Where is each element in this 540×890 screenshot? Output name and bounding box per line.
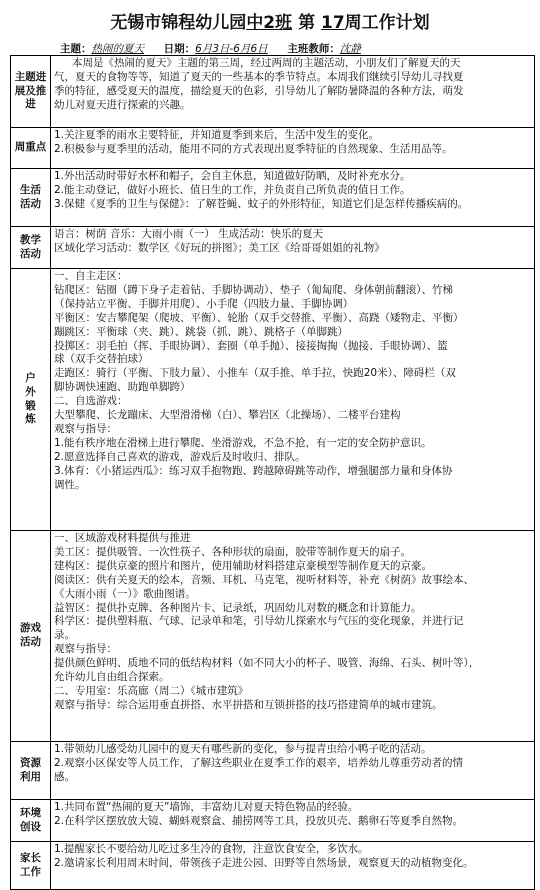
row-header-text: 活动 bbox=[20, 197, 41, 210]
content-line: 《大雨小雨（一）》歌曲图谱。 bbox=[54, 587, 196, 600]
row-content bbox=[51, 169, 535, 227]
content-line: 调性。 bbox=[54, 478, 86, 491]
content-line: 走跑区：骑行（平衡、下肢力量）、小推车（双手推、单手拉，快跑20米）、障碍栏（双 bbox=[54, 367, 456, 380]
row-content bbox=[51, 269, 535, 531]
row-header-text: 炼 bbox=[25, 413, 36, 426]
row-header-text: 外 bbox=[25, 385, 36, 398]
content-line: 提供颜色鲜明、质地不同的低结构材料（如不同大小的杯子、吸管、海绵、石头、树叶等）， bbox=[54, 657, 480, 670]
content-line: 2.观察小区保安等人员工作，了解这些职业在夏季工作的艰辛，培养幼儿尊重劳动者的情 bbox=[54, 756, 464, 769]
row-header bbox=[11, 800, 51, 842]
row-content bbox=[51, 742, 535, 800]
content-line: 大型攀爬、长龙蹦床、大型滑滑梯（白）、攀岩区（北操场）、二楼平台建构 bbox=[54, 409, 401, 422]
kindergarten-name: 无锡市锦程幼儿园 bbox=[110, 13, 247, 33]
content-line: 录。 bbox=[54, 629, 75, 642]
row-content bbox=[51, 842, 535, 890]
row-content bbox=[51, 800, 535, 842]
content-line: 季的特征，感受夏天的温度，描绘夏天的色彩，引导幼儿了解防暑降温的各种方法，萌发 bbox=[54, 84, 464, 97]
date-value: 6月3日-6月6日 bbox=[195, 43, 268, 55]
row-content bbox=[51, 227, 535, 269]
content-line: 本周是《热闹的夏天》主题的第三周，经过两周的主题活动，小朋友们了解夏天的天 bbox=[72, 57, 461, 69]
content-line: 投掷区：羽毛拍（挥、手眼协调）、套圈（单手抛）、接接掏掏（抛接、手眼协调）、篮 bbox=[54, 339, 448, 352]
row-parent-work bbox=[11, 842, 535, 890]
row-header-text: 展及推 bbox=[14, 84, 47, 97]
content-line: 3.体育：《小猪运西瓜》：练习双手抱物跑、跨越障碍跳等动作，增强腿部力量和身体协 bbox=[54, 464, 453, 477]
content-line: 2.邀请家长利用周末时间，带领孩子走进公园、田野等自然场景，观察夏天的动植物变化。 bbox=[54, 856, 474, 869]
row-weekly-focus bbox=[11, 128, 535, 169]
content-line: 2.积极参与夏季里的活动，能用不同的方式表现出夏季特征的自然现象、生活用品等。 bbox=[54, 142, 453, 155]
content-line: 钻爬区：钻圈（蹲下身子走着钻、手脚协调动）、垫子（匍匐爬、身体朝前翻滚）、竹梯 bbox=[54, 283, 453, 296]
row-header-text: 活动 bbox=[20, 247, 41, 260]
content-line: 平衡区：安吉攀爬架（爬坡、平衡）、轮胎（双手交替推、平衡）、高跷（矮物走、平衡） bbox=[54, 311, 464, 324]
row-header-text: 活动 bbox=[20, 636, 41, 648]
row-header bbox=[11, 269, 51, 531]
content-line: 建构区：提供京豪的照片和图片，使用辅助材料搭建京豪模型等制作夏天的京豪。 bbox=[54, 559, 432, 572]
row-outdoor-exercise bbox=[11, 269, 535, 531]
row-teaching-activities bbox=[11, 227, 535, 269]
content-line: 1.共同布置“热闹的夏天”墙饰，丰富幼儿对夏天特色物品的经验。 bbox=[54, 801, 359, 813]
row-content bbox=[51, 56, 535, 128]
row-daily-life bbox=[11, 169, 535, 227]
row-header-text: 进 bbox=[25, 98, 36, 111]
theme-value: 热闹的夏天 bbox=[91, 43, 144, 55]
content-line: 2.愿意选择自己喜欢的游戏，游戏后及时收归、排队。 bbox=[54, 450, 306, 463]
title-suffix: 周工作计划 bbox=[344, 13, 430, 33]
content-line: 允许幼儿自由组合探索。 bbox=[54, 671, 170, 684]
teacher-label: 主班教师： bbox=[287, 43, 340, 55]
content-line: 幼儿对夏天进行探索的兴趣。 bbox=[54, 98, 191, 111]
row-header bbox=[11, 169, 51, 227]
plan-table bbox=[10, 55, 535, 890]
content-line: 科学区：提供塑料瓶、气球、记录单和笔，引导幼儿探索水与气压的变化现象，并进行记 bbox=[54, 615, 464, 628]
date-label: 日期： bbox=[163, 43, 196, 55]
content-line: 观察与指导： bbox=[54, 643, 117, 656]
row-theme-progress bbox=[11, 56, 535, 128]
row-environment-setup bbox=[11, 800, 535, 842]
content-line: 感。 bbox=[54, 770, 75, 783]
content-line: 2.在科学区摆放放大镜、蝴蚪观察盒、捕捞网等工具，投放贝壳、鹅卵石等夏季自然物。 bbox=[54, 814, 464, 827]
content-line: 1.外出活动时带好水杯和帽子，会自主休息，知道做好防晒，及时补充水分。 bbox=[54, 170, 411, 182]
content-line: （保持站立平衡、手脚并用爬）、小手爬（四肢力量、手脚协调） bbox=[54, 297, 354, 310]
row-header-text: 生活 bbox=[20, 183, 41, 196]
content-line: 1.带领幼儿感受幼儿园中的夏天有哪些新的变化，参与提青虫给小鸭子吃的活动。 bbox=[54, 743, 432, 755]
content-line: 球（双手交替拍球） bbox=[54, 353, 149, 366]
row-content bbox=[51, 128, 535, 169]
content-line: 观察与指导：综合运用垂直拼搭、水平拼搭和互锁拼搭的技巧搭建简单的城市建筑。 bbox=[54, 698, 443, 711]
content-line: 语言：树荫 音乐：大雨小雨（一） 生成活动：快乐的夏天 bbox=[54, 228, 324, 240]
row-game-activities bbox=[11, 531, 535, 742]
row-header-text: 主题进 bbox=[14, 70, 47, 83]
row-header bbox=[11, 531, 51, 742]
row-header-text: 环境 bbox=[20, 806, 41, 819]
content-line: 脚协调快速跑、助跑单脚跨） bbox=[54, 381, 191, 394]
row-header-text: 周重点 bbox=[14, 141, 47, 154]
row-header-text: 家长 bbox=[20, 851, 41, 864]
row-resource-use bbox=[11, 742, 535, 800]
row-header-text: 教学 bbox=[20, 233, 41, 246]
content-line: 二、自选游戏： bbox=[54, 395, 128, 408]
row-header bbox=[11, 227, 51, 269]
row-header-text: 锻 bbox=[25, 399, 36, 412]
content-line: 气，夏天的食物等等，知道了夏天的一些基本的季节特点。本周我们继续引导幼儿寻找夏 bbox=[54, 70, 464, 83]
row-header bbox=[11, 742, 51, 800]
content-line: 1.能有秩序地在滑梯上进行攀爬、坐滑游戏，不急不抢，有一定的安全防护意识。 bbox=[54, 436, 432, 449]
class-name: 中2班 bbox=[246, 13, 293, 33]
content-line: 蹦跳区：平衡球（夹、跳）、跳袋（抓、跳）、跳格子（单脚跳） bbox=[54, 325, 348, 338]
content-line: 一、区域游戏材料提供与推进 bbox=[54, 532, 191, 544]
content-line: 观察与指导： bbox=[54, 422, 117, 435]
content-line: 2.能主动登记，做好小班长、值日生的工作，并负责自己所负责的值日工作。 bbox=[54, 183, 411, 196]
teacher-value: 沈静 bbox=[339, 43, 361, 55]
row-header bbox=[11, 842, 51, 890]
page-title bbox=[0, 8, 540, 33]
row-header-text: 游戏 bbox=[20, 622, 41, 635]
plan-info-line bbox=[60, 41, 530, 56]
row-header-text: 工作 bbox=[20, 865, 41, 878]
theme-label: 主题： bbox=[60, 43, 92, 55]
row-header bbox=[11, 128, 51, 169]
row-header bbox=[11, 56, 51, 128]
content-line: 1.提醒家长不要给幼儿吃过多生冷的食物，注意饮食安全，多饮水。 bbox=[54, 843, 369, 855]
row-header-text: 创设 bbox=[20, 820, 41, 833]
row-header-text: 户 bbox=[25, 371, 36, 384]
content-line: 3.保健《夏季的卫生与保健》：了解苍蝇、蚊子的外形特征，知道它们是怎样传播疾病的。 bbox=[54, 197, 469, 210]
content-line: 益智区：提供扑克牌、各种图片卡、记录纸，巩固幼儿对数的概念和计算能力。 bbox=[54, 601, 422, 614]
content-line: 区域化学习活动：数学区《好玩的拼图》；美工区《给哥哥姐姐的礼物》 bbox=[54, 241, 385, 254]
content-line: 二、专用室：乐高廊（周二）《城市建筑》 bbox=[54, 684, 249, 697]
content-line: 美工区：提供吸管、一次性筷子、各种形状的扇面，胶带等制作夏天的扇子。 bbox=[54, 545, 411, 558]
content-line: 1.关注夏季的雨水主要特征，并知道夏季到来后，生活中发生的变化。 bbox=[54, 129, 380, 141]
content-line: 一、自主走区： bbox=[54, 270, 128, 282]
row-content bbox=[51, 531, 535, 742]
row-header-text: 资源 bbox=[20, 756, 41, 769]
content-line: 阅读区：供有关夏天的绘本，音频、耳机、马克笔，视听材料等，补充《树荫》故事绘本、 bbox=[54, 573, 474, 586]
row-header-text: 利用 bbox=[20, 770, 41, 783]
week-prefix: 第 bbox=[298, 13, 316, 33]
week-number: 17 bbox=[321, 13, 345, 33]
